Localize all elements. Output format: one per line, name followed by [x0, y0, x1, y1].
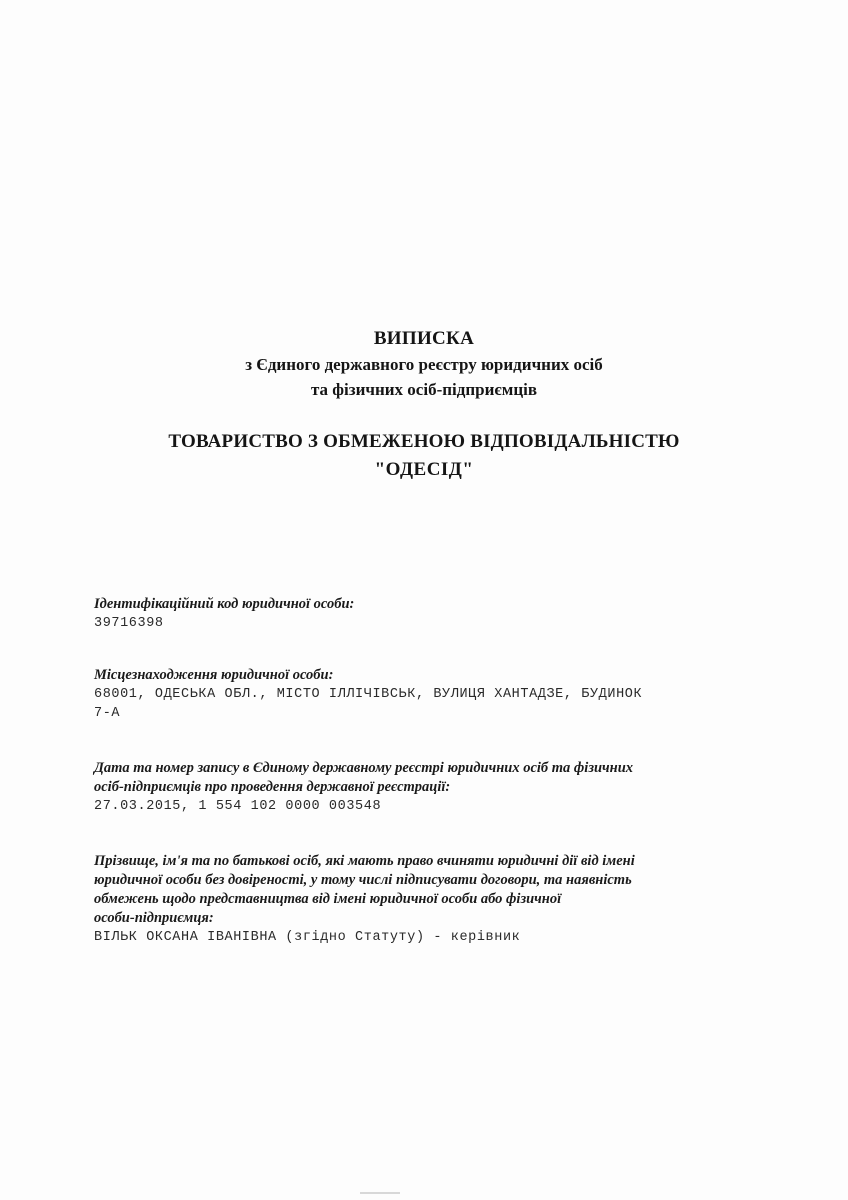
authorized-label-line2: юридичної особи без довіреності, у тому числі підписувати договори, та наявність: [94, 872, 632, 888]
id-code-section: [94, 595, 754, 633]
organization-name-line2: "ОДЕСІД": [374, 459, 474, 480]
registration-section: [94, 759, 754, 816]
authorized-label-line4: особи-підприємця:: [94, 910, 214, 926]
document-subtitle-line2: та фізичних осіб-підприємців: [310, 380, 538, 399]
document-subtitle-line1: з Єдиного державного реєстру юридичних осіб: [245, 355, 603, 374]
location-label: Місцезнаходження юридичної особи:: [94, 667, 334, 683]
location-section: [94, 666, 754, 723]
location-value-line2: 7-А: [94, 706, 121, 721]
authorized-value: ВІЛЬК ОКСАНА ІВАНІВНА (згідно Статуту) - керівник: [94, 930, 521, 945]
id-code-label: Ідентифікаційний код юридичної особи:: [94, 596, 355, 612]
scan-artifact: [360, 1192, 400, 1194]
organization-name-line1: ТОВАРИСТВО З ОБМЕЖЕНОЮ ВІДПОВІДАЛЬНІСТЮ: [168, 431, 680, 452]
id-code-value: 39716398: [94, 616, 164, 631]
registration-label-line1: Дата та номер запису в Єдиному державному реєстрі юридичних осіб та фізичних: [94, 760, 634, 776]
registration-label-line2: осіб-підприємців про проведення державної реєстрації:: [94, 779, 451, 795]
document-title: ВИПИСКА: [373, 328, 475, 349]
authorized-label-line3: обмежень щодо представництва від імені юридичної особи або фізичної: [94, 891, 562, 907]
authorized-persons-section: [94, 852, 754, 947]
registration-value: 27.03.2015, 1 554 102 0000 003548: [94, 799, 382, 814]
location-value-line1: 68001, ОДЕСЬКА ОБЛ., МІСТО ІЛЛІЧІВСЬК, ВУЛИЦЯ ХАНТАДЗЕ, БУДИНОК: [94, 687, 643, 702]
authorized-label-line1: Прізвище, ім'я та по батькові осіб, які мають право вчиняти юридичні дії від імені: [94, 853, 635, 869]
